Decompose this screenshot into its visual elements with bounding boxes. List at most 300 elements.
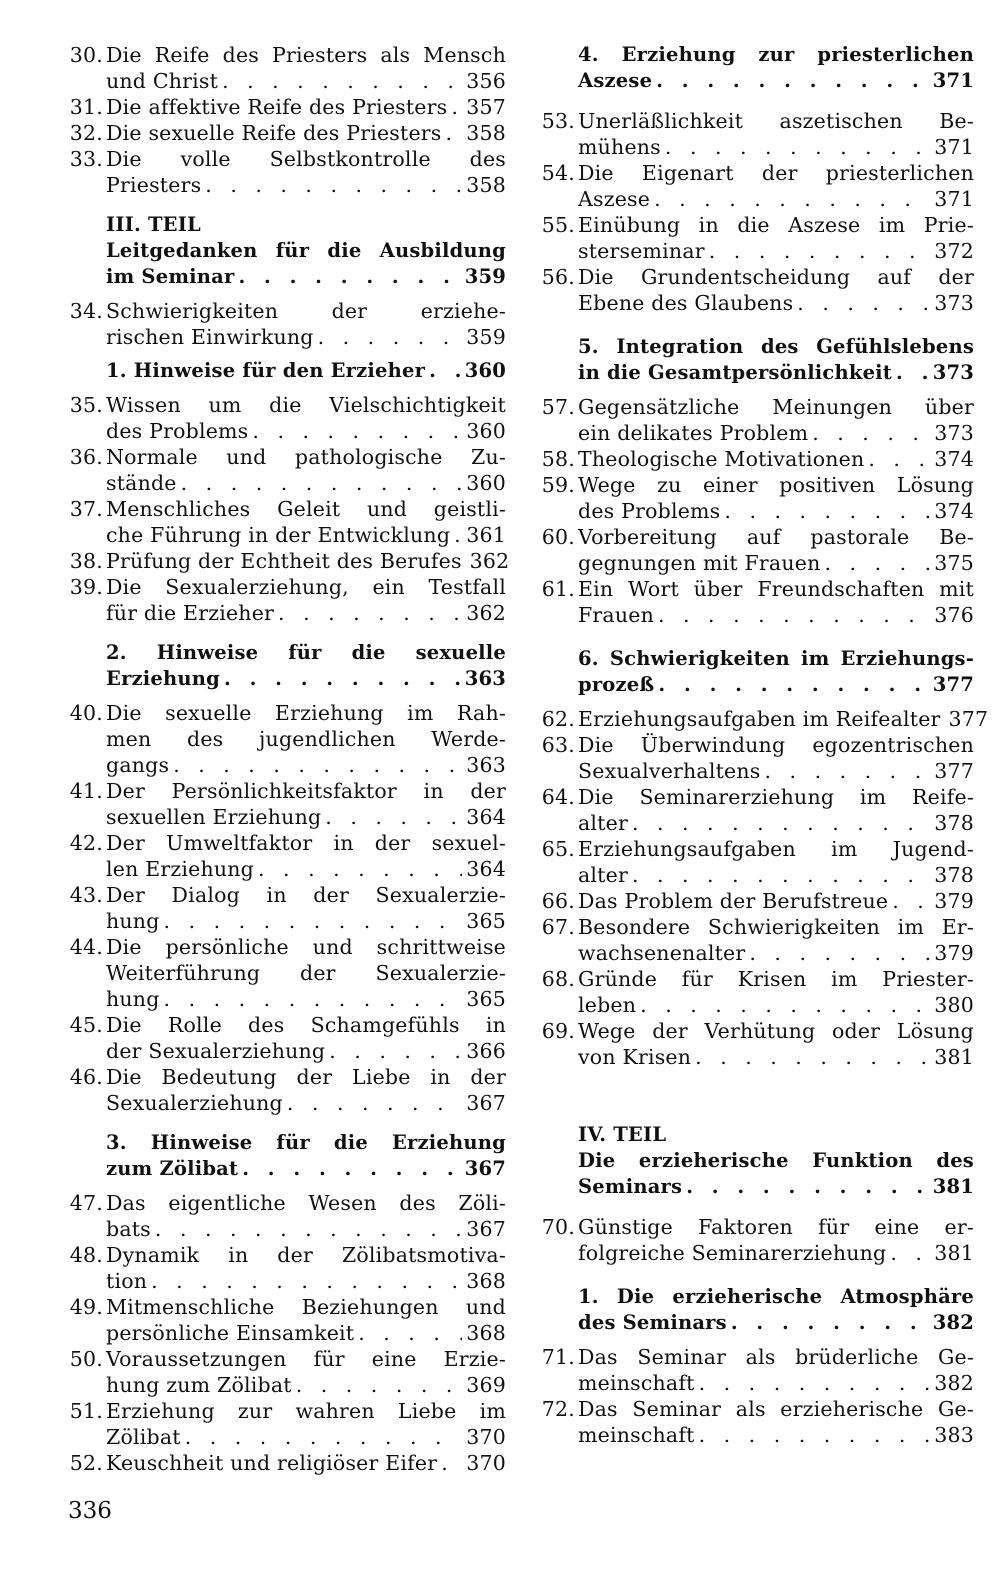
entry-title-text: hung (106, 987, 160, 1011)
entry-line (578, 1422, 974, 1448)
toc-section-heading (538, 1122, 974, 1200)
entry-line (578, 1240, 974, 1266)
dot-leader (287, 1090, 462, 1116)
entry-body (578, 732, 974, 784)
entry-title-text: Der Umweltfaktor in der sexuel- (106, 831, 506, 855)
entry-title-text: Die Reife des Priesters als Mensch (106, 43, 506, 67)
toc-section-heading (538, 1284, 974, 1336)
entry-page-number: 357 (466, 95, 506, 119)
entry-title-text: Einübung in die Aszese im Prie- (578, 213, 974, 237)
entry-body (578, 160, 974, 212)
entry-page-number: 371 (934, 187, 974, 211)
toc-entry (538, 524, 974, 576)
entry-title-text: Die Eigenart der priesterlichen (578, 161, 974, 185)
entry-line (106, 1424, 506, 1450)
entry-line (106, 298, 506, 324)
entry-page-number: 366 (466, 1039, 506, 1063)
dot-leader (329, 1038, 462, 1064)
entry-line (106, 470, 506, 496)
toc-entry (66, 496, 506, 548)
toc-entry (538, 212, 974, 264)
entry-title-text: gangs (106, 753, 170, 777)
entry-line (106, 934, 506, 960)
toc-entry (538, 108, 974, 160)
entry-line (578, 836, 974, 862)
entry-page-number: 362 (466, 601, 506, 625)
dot-leader (252, 418, 462, 444)
entry-line (106, 1346, 506, 1372)
spacer (66, 1116, 506, 1130)
entry-title-text: Ebene des Glaubens (578, 291, 794, 315)
entry-title-text: sexuellen Erziehung (106, 805, 322, 829)
entry-page-number: 371 (932, 69, 974, 92)
entry-body (578, 212, 974, 264)
entry-body (578, 1122, 974, 1200)
entry-line (578, 420, 974, 446)
entry-line (106, 830, 506, 856)
entry-line (578, 134, 974, 160)
entry-body (106, 1294, 506, 1346)
entry-body (106, 882, 506, 934)
entry-title-text: Günstige Faktoren für eine er- (578, 1215, 974, 1239)
spacer (66, 350, 506, 358)
entry-page-number: 378 (934, 863, 974, 887)
entry-title-text: Schwierigkeiten der erziehe- (106, 299, 506, 323)
entry-title-text: Wege der Verhütung oder Lösung (578, 1019, 974, 1043)
entry-line (578, 212, 974, 238)
entry-title-text: len Erziehung (106, 857, 254, 881)
entry-number: 41. (69, 779, 103, 803)
entry-number (538, 1284, 578, 1336)
dot-leader (654, 186, 930, 212)
toc-entry (66, 146, 506, 198)
toc-entry (66, 1190, 506, 1242)
entry-line (578, 1174, 974, 1200)
dot-leader (155, 1216, 462, 1242)
entry-title-text: Aszese (578, 187, 651, 211)
entry-line (106, 986, 506, 1012)
entry-title-text: Theologische Motivationen (578, 447, 865, 471)
toc-entry (66, 934, 506, 1012)
entry-line (106, 418, 506, 444)
entry-line (106, 1156, 506, 1182)
entry-number: 57. (541, 395, 575, 419)
entry-page-number: 370 (466, 1425, 506, 1449)
entry-title-text: Priesters (106, 173, 202, 197)
dot-leader (181, 470, 463, 496)
toc-entry (66, 444, 506, 496)
entry-line (578, 550, 974, 576)
entry-line (578, 446, 974, 472)
toc-entry (538, 160, 974, 212)
entry-title-text: 2. Hinweise für die sexuelle (106, 641, 506, 664)
entry-line (106, 444, 506, 470)
entry-number (66, 1130, 106, 1182)
entry-number: 69. (541, 1019, 575, 1043)
entry-line (578, 1214, 974, 1240)
dot-leader (173, 752, 462, 778)
entry-line (106, 574, 506, 600)
entry-line (578, 862, 974, 888)
entry-number: 50. (69, 1347, 103, 1371)
entry-title-text: Die Grundentscheidung auf der (578, 265, 974, 289)
entry-body (106, 830, 506, 882)
entry-page-number: 381 (934, 1045, 974, 1069)
entry-body (106, 778, 506, 830)
entry-body (578, 446, 974, 472)
entry-title-text: Prüfung der Echtheit des Berufes (106, 549, 462, 573)
entry-body (578, 42, 974, 94)
entry-number: 52. (69, 1451, 103, 1475)
entry-body (578, 524, 974, 576)
entry-line (578, 1122, 974, 1148)
entry-number: 44. (69, 935, 103, 959)
dot-leader (699, 1370, 931, 1396)
dot-leader (278, 600, 462, 626)
entry-line (106, 856, 506, 882)
entry-line (578, 394, 974, 420)
dot-leader (358, 1320, 462, 1346)
dot-leader (695, 1044, 930, 1070)
toc-section-heading (538, 646, 974, 698)
entry-body (578, 1018, 974, 1070)
toc-entry (66, 1346, 506, 1398)
entry-number: 30. (69, 43, 103, 67)
dot-leader (812, 420, 930, 446)
spacer (66, 626, 506, 640)
entry-title-text: ein delikates Problem (578, 421, 809, 445)
toc-entry (66, 1398, 506, 1450)
entry-line (106, 358, 506, 384)
entry-line (106, 666, 506, 692)
entry-page-number: 365 (466, 987, 506, 1011)
toc-entry (66, 392, 506, 444)
entry-line (578, 992, 974, 1018)
entry-title-text: mühens (578, 135, 661, 159)
entry-title-text: Keuschheit und religiöser Eifer (106, 1451, 438, 1475)
entry-number: 36. (69, 445, 103, 469)
entry-line (578, 524, 974, 550)
entry-title-text: Die sexuelle Erziehung im Rah- (106, 701, 506, 725)
toc-entry (538, 1018, 974, 1070)
entry-title-text: Zölibat (106, 1425, 181, 1449)
entry-title-text: Sexualverhaltens (578, 759, 761, 783)
entry-number: 31. (69, 95, 103, 119)
dot-leader (724, 498, 930, 524)
entry-number: 34. (69, 299, 103, 323)
entry-body (106, 1064, 506, 1116)
entry-page-number: 363 (464, 667, 506, 690)
entry-title-text: Menschliches Geleit und geistli- (106, 497, 506, 521)
entry-line (106, 172, 506, 198)
spacer (66, 692, 506, 700)
entry-title-text: der Sexualerziehung (106, 1039, 326, 1063)
entry-number (538, 646, 578, 698)
entry-number: 54. (541, 161, 575, 185)
entry-page-number: 371 (934, 135, 974, 159)
entry-number: 55. (541, 213, 575, 237)
entry-line (106, 960, 506, 986)
toc-entry (66, 882, 506, 934)
entry-number: 43. (69, 883, 103, 907)
entry-page-number: 377 (932, 673, 974, 696)
spacer (538, 628, 974, 646)
entry-line (578, 940, 974, 966)
dot-leader (665, 134, 930, 160)
entry-page-number: 359 (466, 325, 506, 349)
entry-line (106, 212, 506, 238)
dot-leader (296, 1372, 463, 1398)
entry-title-text: meinschaft (578, 1371, 695, 1395)
dot-leader (632, 862, 930, 888)
entry-title-text: Der Persönlichkeitsfaktor in der (106, 779, 506, 803)
dot-leader (709, 238, 931, 264)
entry-title-text: Die volle Selbstkontrolle des (106, 147, 506, 171)
entry-line (106, 68, 506, 94)
entry-line (106, 778, 506, 804)
entry-body (106, 496, 506, 548)
entry-body (106, 700, 506, 778)
entry-title-text: meinschaft (578, 1423, 695, 1447)
entry-number: 51. (69, 1399, 103, 1423)
entry-line (106, 1038, 506, 1064)
toc-entry (66, 298, 506, 350)
entry-title-text: folgreiche Seminarerziehung (578, 1241, 887, 1265)
entry-body (578, 1284, 974, 1336)
entry-page-number: 383 (934, 1423, 974, 1447)
entry-number: 39. (69, 575, 103, 599)
entry-line (106, 94, 506, 120)
entry-line (578, 602, 974, 628)
entry-page-number: 368 (466, 1321, 506, 1345)
entry-body (578, 914, 974, 966)
toc-entry (66, 1450, 506, 1476)
entry-page-number: 377 (934, 759, 974, 783)
entry-body (106, 640, 506, 692)
entry-line (106, 908, 506, 934)
entry-title-text: Voraussetzungen für eine Erzie- (106, 1347, 506, 1371)
entry-line (578, 334, 974, 360)
entry-line (578, 888, 974, 914)
entry-number: 64. (541, 785, 575, 809)
entry-title-text: des Seminars (578, 1311, 727, 1334)
entry-number (538, 334, 578, 386)
dot-leader (451, 94, 462, 120)
toc-section-heading (66, 212, 506, 290)
entry-page-number: 364 (466, 857, 506, 881)
entry-line (578, 1018, 974, 1044)
toc-entry (66, 778, 506, 830)
entry-line (578, 1148, 974, 1174)
entry-title-text: alter (578, 811, 628, 835)
entry-line (578, 784, 974, 810)
entry-number: 49. (69, 1295, 103, 1319)
entry-body (106, 392, 506, 444)
toc-entry (538, 836, 974, 888)
entry-line (106, 1294, 506, 1320)
entry-page-number: 360 (466, 419, 506, 443)
entry-title-text: Unerläßlichkeit aszetischen Be- (578, 109, 974, 133)
entry-body (578, 108, 974, 160)
dot-leader (238, 264, 460, 290)
entry-title-text: tion (106, 1269, 148, 1293)
entry-line (578, 1044, 974, 1070)
entry-body (578, 966, 974, 1018)
entry-line (578, 914, 974, 940)
entry-title-text: 1. Hinweise für den Erzieher (106, 359, 426, 382)
entry-number: 35. (69, 393, 103, 417)
toc-entry (538, 394, 974, 446)
entry-title-text: des Problems (106, 419, 249, 443)
entry-page-number: 379 (934, 941, 974, 965)
entry-line (578, 360, 974, 386)
entry-title-text: Wege zu einer positiven Lösung (578, 473, 974, 497)
entry-title-text: alter (578, 863, 628, 887)
entry-number: 53. (541, 109, 575, 133)
entry-line (578, 646, 974, 672)
entry-title-text: Die affektive Reife des Priesters (106, 95, 448, 119)
entry-title-text: stände (106, 471, 177, 495)
entry-page-number: 381 (932, 1175, 974, 1198)
toc-entry (538, 706, 989, 732)
entry-line (578, 186, 974, 212)
entry-title-text: Vorbereitung auf pastorale Be- (578, 525, 974, 549)
spacer (538, 94, 974, 108)
entry-number: 48. (69, 1243, 103, 1267)
entry-page-number: 376 (934, 603, 974, 627)
entry-title-text: und Christ (106, 69, 219, 93)
toc-entry (538, 1344, 974, 1396)
spacer (66, 290, 506, 298)
entry-title-text: Der Dialog in der Sexualerzie- (106, 883, 506, 907)
entry-page-number: 367 (466, 1091, 506, 1115)
toc-entry (538, 576, 974, 628)
entry-title-text: Gründe für Krisen im Priester- (578, 967, 974, 991)
dot-leader (325, 804, 462, 830)
entry-number: 66. (541, 889, 575, 913)
toc-right-column (538, 42, 989, 1448)
entry-line (106, 1190, 506, 1216)
entry-body (578, 646, 974, 698)
entry-line (106, 1216, 506, 1242)
entry-line (578, 672, 974, 698)
toc-section-heading (66, 640, 506, 692)
entry-line (578, 706, 989, 732)
toc-entry (66, 700, 506, 778)
entry-title-text: Das Seminar als erzieherische Ge- (578, 1397, 974, 1421)
spacer (538, 1336, 974, 1344)
spacer (538, 1070, 974, 1122)
entry-body (578, 576, 974, 628)
entry-title-text: gegnungen mit Frauen (578, 551, 821, 575)
entry-page-number: 377 (948, 707, 989, 731)
entry-number: 32. (69, 121, 103, 145)
spacer (538, 1266, 974, 1284)
entry-line (578, 472, 974, 498)
dot-leader (151, 1268, 462, 1294)
entry-page-number: 374 (934, 499, 974, 523)
page-number: 336 (68, 1498, 112, 1524)
spacer (538, 316, 974, 334)
entry-body (106, 1130, 506, 1182)
toc-section-heading (66, 358, 506, 384)
toc-entry (538, 966, 974, 1018)
entry-line (578, 160, 974, 186)
entry-title-text: leben (578, 993, 637, 1017)
entry-number: 63. (541, 733, 575, 757)
dot-leader (731, 1310, 929, 1336)
entry-number: 58. (541, 447, 575, 471)
toc-entry (538, 472, 974, 524)
entry-number: 45. (69, 1013, 103, 1037)
toc-entry (66, 120, 506, 146)
entry-body (578, 1344, 974, 1396)
entry-title-text: Leitgedanken für die Ausbildung (106, 239, 506, 262)
entry-number: 38. (69, 549, 103, 573)
entry-line (106, 1012, 506, 1038)
entry-line (106, 548, 510, 574)
toc-entry (538, 264, 974, 316)
entry-line (578, 42, 974, 68)
entry-body (578, 836, 974, 888)
toc-section-heading (66, 1130, 506, 1182)
entry-line (106, 1130, 506, 1156)
entry-page-number: 373 (932, 361, 974, 384)
entry-page-number: 363 (466, 753, 506, 777)
toc-entry (66, 94, 506, 120)
entry-body (106, 1450, 506, 1476)
entry-title-text: Mitmenschliche Beziehungen und (106, 1295, 506, 1319)
entry-title-text: Erziehung zur wahren Liebe im (106, 1399, 506, 1423)
toc-entry (66, 42, 506, 94)
entry-body (106, 1398, 506, 1450)
entry-line (106, 726, 506, 752)
entry-page-number: 382 (932, 1311, 974, 1334)
entry-body (578, 888, 974, 914)
spacer (66, 1182, 506, 1190)
dot-leader (446, 120, 463, 146)
entry-number: 56. (541, 265, 575, 289)
entry-title-text: 4. Erziehung zur priesterlichen (578, 43, 974, 66)
entry-number: 67. (541, 915, 575, 939)
entry-page-number: 375 (934, 551, 974, 575)
spacer (538, 386, 974, 394)
entry-title-text: im Seminar (106, 265, 235, 288)
entry-title-text: von Krisen (578, 1045, 692, 1069)
entry-body (106, 42, 506, 94)
dot-leader (658, 602, 930, 628)
entry-title-text: wachsenenalter (578, 941, 746, 965)
entry-title-text: für die Erzieher (106, 601, 275, 625)
entry-body (106, 146, 506, 198)
spacer (538, 698, 974, 706)
entry-body (106, 934, 506, 1012)
entry-title-text: hung (106, 909, 160, 933)
toc-entry (66, 830, 506, 882)
dot-leader (797, 290, 930, 316)
entry-body (106, 1190, 506, 1242)
entry-title-text: Ein Wort über Freundschaften mit (578, 577, 974, 601)
spacer (66, 198, 506, 212)
entry-page-number: 379 (934, 889, 974, 913)
dot-leader (656, 68, 929, 94)
entry-page-number: 370 (466, 1451, 506, 1475)
entry-line (106, 146, 506, 172)
entry-number: 71. (541, 1345, 575, 1369)
entry-title-text: 5. Integration des Gefühlslebens (578, 335, 974, 358)
entry-number: 47. (69, 1191, 103, 1215)
entry-title-text: 1. Die erzieherische Atmosphäre (578, 1285, 974, 1308)
